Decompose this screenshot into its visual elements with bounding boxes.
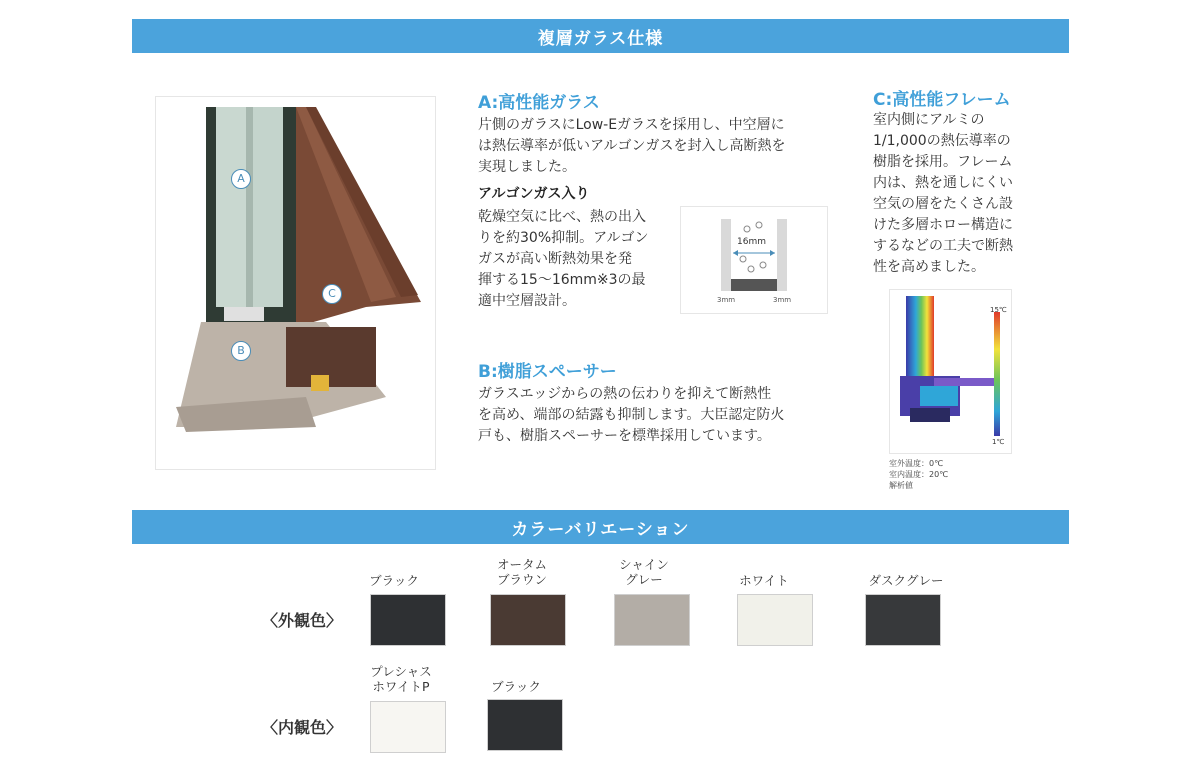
swatch-label: シャイン グレー	[619, 557, 669, 587]
exterior-color-label: 〈外観色〉	[262, 611, 343, 630]
argon-text: 乾燥空気に比べ、熱の出入 りを約30%抑制。アルゴン ガスが高い断熱効果を発 揮する15〜16mm※3の最 適中空層設計。	[478, 209, 649, 309]
argon-gap-illustration	[681, 207, 827, 313]
color-swatch-white[interactable]	[737, 594, 813, 646]
section-title-spec: 複層ガラス仕様	[132, 19, 1069, 53]
frame-heading: C:高性能フレーム	[873, 90, 1011, 110]
thermal-scale-bottom: 1℃	[992, 438, 1005, 446]
glass-heading: A:高性能ガラス	[478, 93, 600, 113]
argon-diagram	[680, 206, 828, 314]
marker-c: C	[322, 284, 342, 304]
thermal-illustration	[890, 290, 1011, 453]
argon-left-label: 3mm	[717, 296, 736, 304]
window-section-image	[155, 96, 436, 470]
frame-text: 室内側にアルミの 1/1,000の熱伝導率の 樹脂を採用。フレーム 内は、熱を通しにくい 空気の層をたくさん設 けた多層ホロー構造に するなどの工夫で断熱 性を高めました。	[873, 112, 1013, 275]
glass-text: 片側のガラスにLow-Eガラスを採用し、中空層に は熱伝導率が低いアルゴンガスを封入し高断熱を 実現しました。	[478, 117, 786, 175]
swatch-label: オータム ブラウン	[496, 557, 547, 587]
window-section-illustration	[156, 97, 435, 469]
color-swatch-black-interior[interactable]	[487, 699, 563, 751]
swatch-label: ブラック	[491, 679, 541, 694]
argon-heading: アルゴンガス入り	[478, 186, 590, 202]
swatch-label: ブラック	[369, 573, 419, 588]
spacer-heading: B:樹脂スペーサー	[478, 362, 617, 382]
color-swatch-precious-white[interactable]	[370, 701, 446, 753]
interior-color-label: 〈内観色〉	[262, 718, 343, 737]
spacer-text: ガラスエッジからの熱の伝わりを抑えて断熱性 を高め、端部の結露も抑制します。大臣認定防火 戸も、樹脂スペーサーを標準採用しています。	[478, 386, 785, 444]
argon-gap-label: 16mm	[737, 237, 766, 247]
color-swatch-dusk-gray[interactable]	[865, 594, 941, 646]
thermal-caption: 室外温度：0℃ 室内温度：20℃ 解析値	[889, 459, 949, 490]
color-swatch-black-exterior[interactable]	[370, 594, 446, 646]
argon-right-label: 3mm	[773, 296, 792, 304]
marker-b: B	[231, 341, 251, 361]
color-swatch-shine-gray[interactable]	[614, 594, 690, 646]
section-title-colors: カラーバリエーション	[132, 510, 1069, 544]
thermal-scale-top: 15℃	[990, 306, 1007, 314]
marker-a: A	[231, 169, 251, 189]
swatch-label: ホワイト	[739, 573, 789, 588]
swatch-label: プレシャス ホワイトP	[370, 664, 432, 694]
color-swatch-autumn-brown[interactable]	[490, 594, 566, 646]
swatch-label: ダスクグレー	[868, 573, 944, 588]
thermal-analysis-image	[889, 289, 1012, 454]
